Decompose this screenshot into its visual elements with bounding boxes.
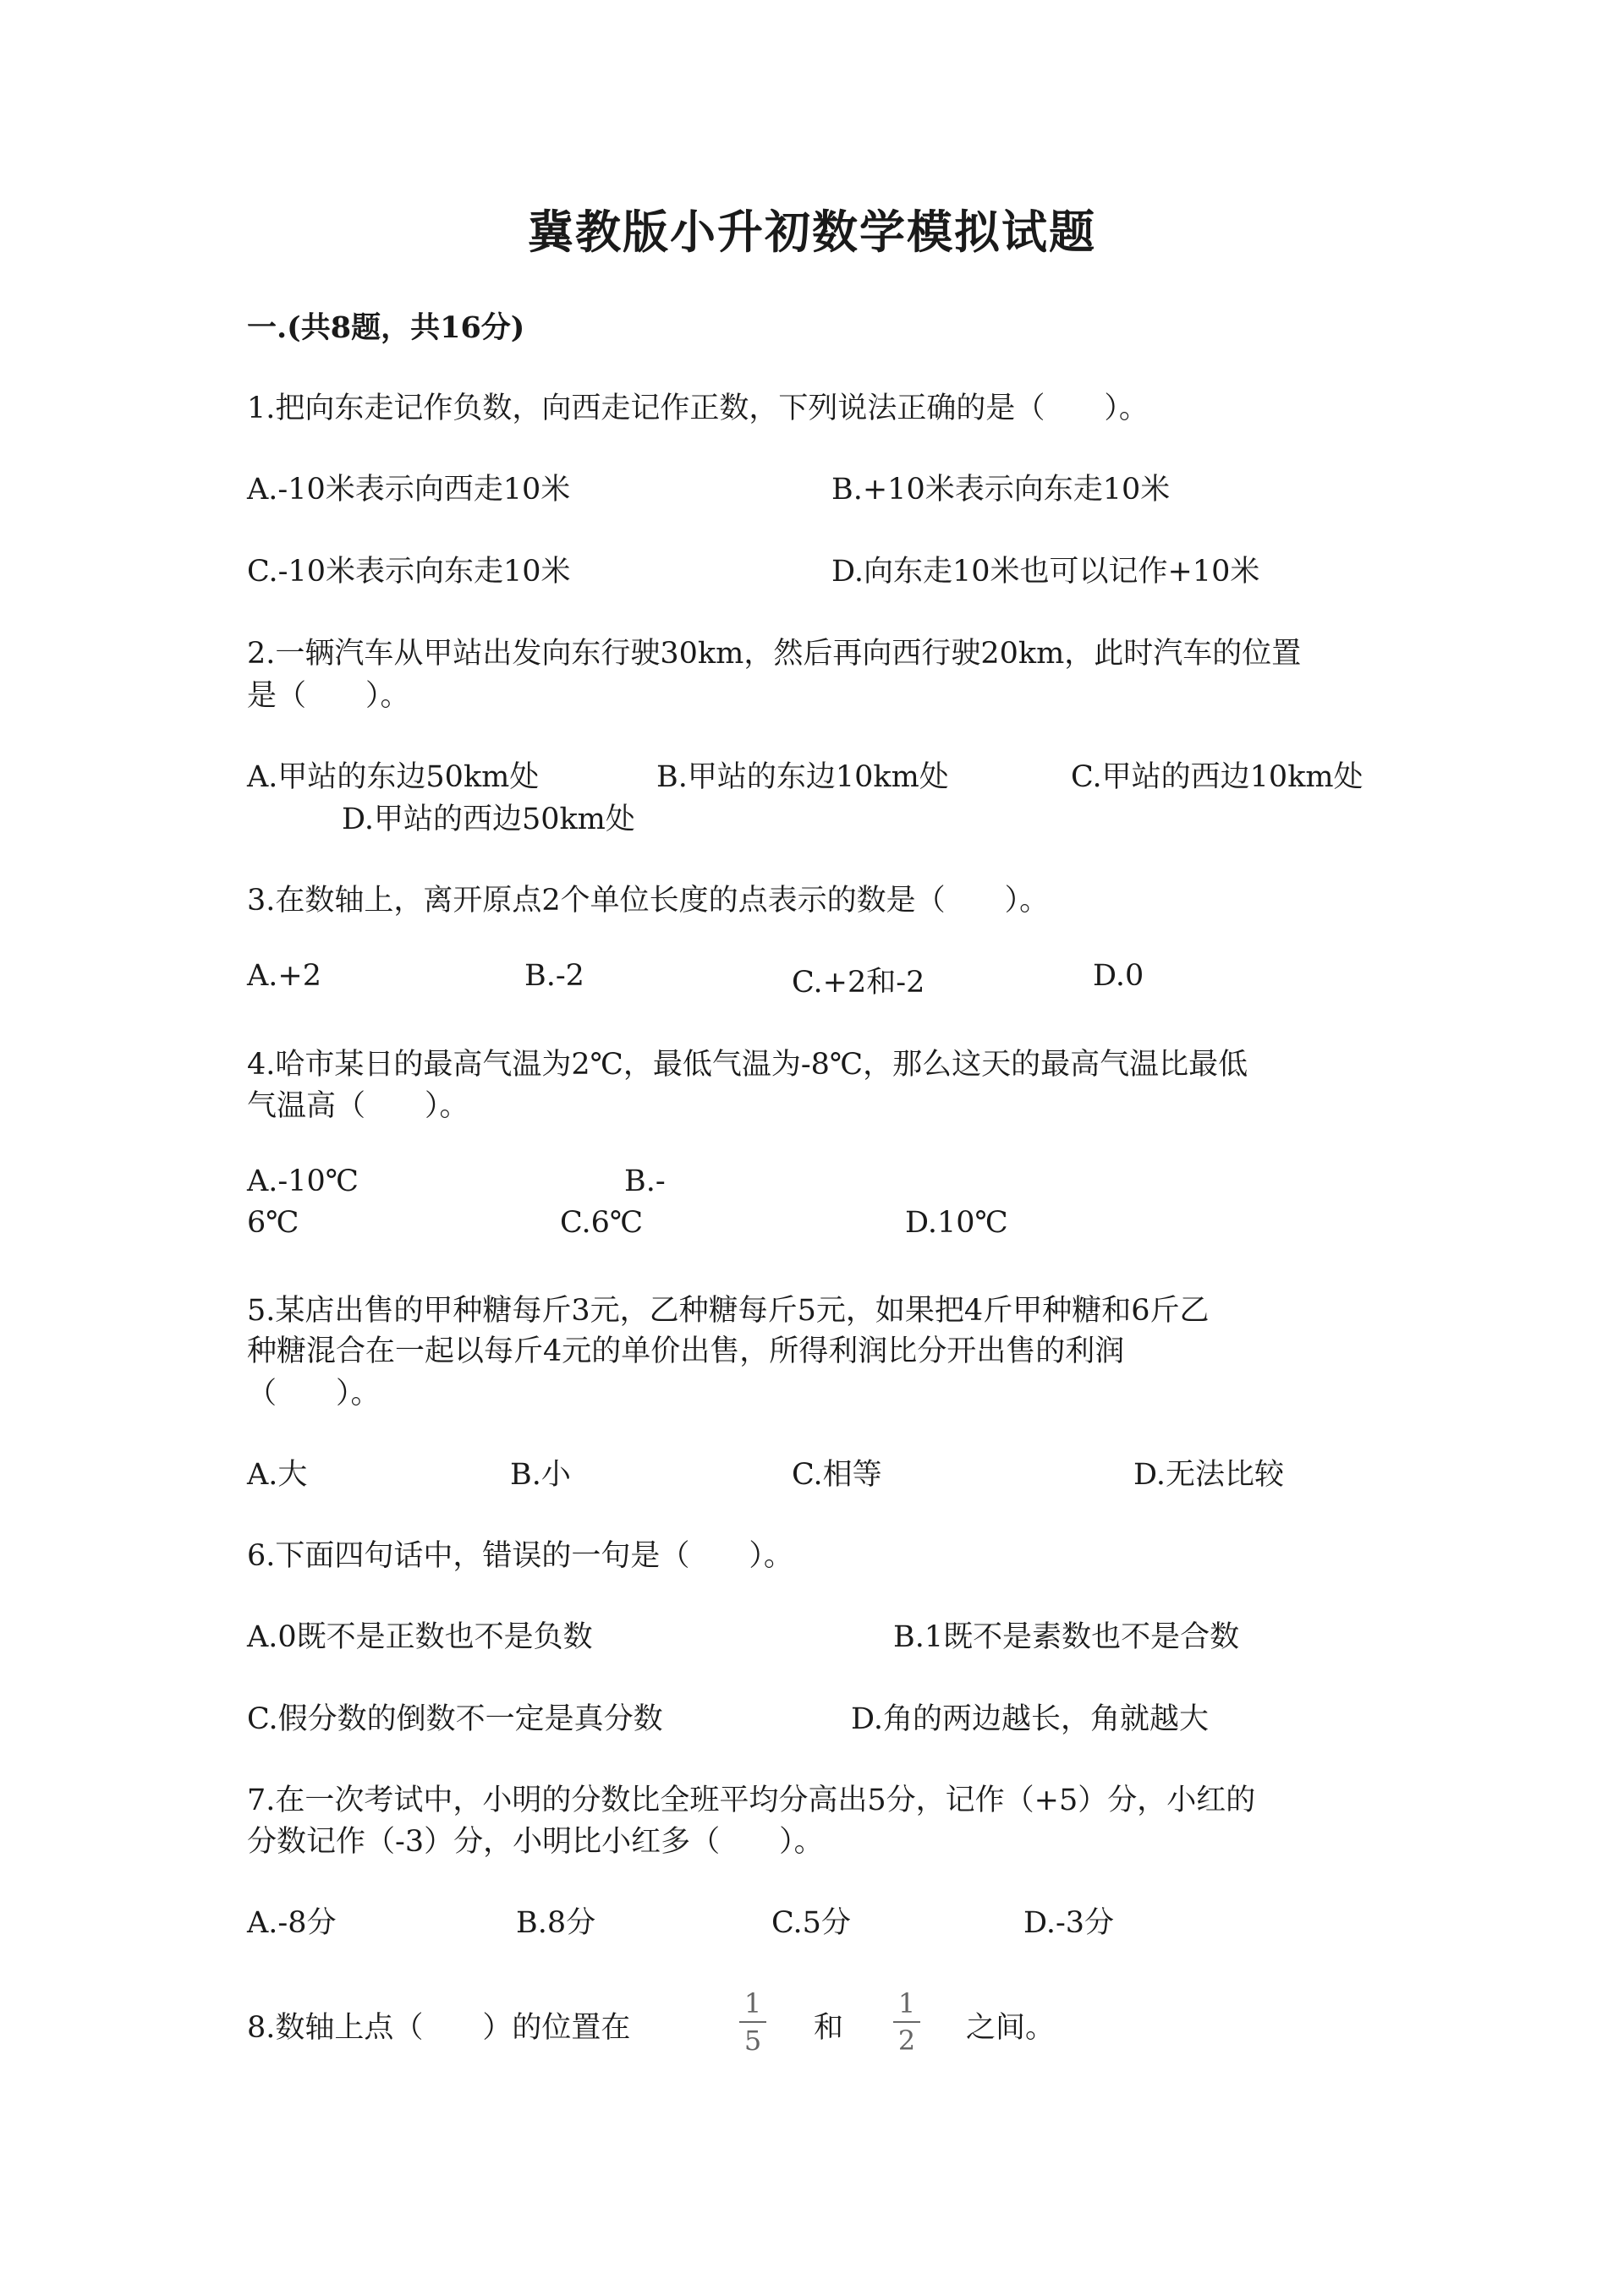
question-5-option-c: C.相等	[792, 1458, 882, 1492]
question-7-option-a: A.-8分	[247, 1906, 337, 1940]
section-header: 一.(共8题，共16分)	[247, 310, 525, 345]
question-2-option-d: D.甲站的西边50km处	[342, 803, 635, 836]
question-3-option-d: D.0	[1093, 959, 1144, 993]
question-4-stem-line-2: 气温高（ ）。	[247, 1089, 469, 1123]
question-1-option-d: D.向东走10米也可以记作+10米	[831, 555, 1260, 589]
question-7-option-d: D.-3分	[1023, 1906, 1115, 1940]
question-4-option-a: A.-10℃	[247, 1164, 359, 1198]
question-5-stem-line-3: （ ）。	[247, 1377, 381, 1411]
question-4-stem-line-1: 4.哈市某日的最高气温为2℃，最低气温为-8℃，那么这天的最高气温比最低	[247, 1048, 1248, 1082]
question-1-stem: 1.把向东走记作负数，向西走记作正数，下列说法正确的是（ ）。	[247, 392, 1149, 425]
question-8-end: 之间。	[966, 2011, 1056, 2045]
question-2-stem-line-2: 是（ ）。	[247, 679, 410, 713]
question-6-option-d: D.角的两边越长，角就越大	[851, 1702, 1209, 1736]
question-7-option-b: B.8分	[516, 1906, 596, 1940]
fraction-one-half	[890, 1987, 924, 2057]
question-8-and: 和	[814, 2011, 844, 2045]
question-7-stem-line-1: 7.在一次考试中，小明的分数比全班平均分高出5分，记作（+5）分，小红的	[247, 1784, 1256, 1817]
question-4-option-d: D.10℃	[905, 1206, 1008, 1240]
question-1-option-b: B.+10米表示向东走10米	[831, 473, 1171, 507]
fraction-bar	[893, 2021, 920, 2023]
question-2-option-a: A.甲站的东边50km处	[247, 760, 540, 794]
question-7-option-c: C.5分	[771, 1906, 851, 1940]
question-5-option-a: A.大	[247, 1458, 308, 1492]
fraction-one-half-numerator: 1	[897, 1987, 916, 2019]
page-title: 冀教版小升初数学模拟试题	[528, 205, 1096, 259]
question-8-stem: 8.数轴上点（ ）的位置在	[247, 2011, 631, 2045]
question-1-option-c: C.-10米表示向东走10米	[247, 555, 571, 589]
fraction-one-fifth-numerator: 1	[743, 1987, 762, 2019]
question-4-option-b: B.-	[624, 1164, 666, 1198]
question-1-option-a: A.-10米表示向西走10米	[247, 473, 571, 507]
question-2-option-c: C.甲站的西边10km处	[1071, 760, 1363, 794]
question-3-stem: 3.在数轴上，离开原点2个单位长度的点表示的数是（ ）。	[247, 884, 1050, 918]
question-6-option-c: C.假分数的倒数不一定是真分数	[247, 1702, 663, 1736]
question-5-stem-line-1: 5.某店出售的甲种糖每斤3元，乙种糖每斤5元，如果把4斤甲种糖和6斤乙	[247, 1294, 1210, 1328]
question-3-option-c: C.+2和-2	[792, 966, 925, 1000]
question-4-option-b-continued: 6℃	[247, 1206, 299, 1240]
fraction-one-half-denominator: 2	[897, 2025, 916, 2057]
fraction-bar	[739, 2021, 766, 2023]
question-3-option-a: A.+2	[247, 959, 321, 993]
fraction-one-fifth-denominator: 5	[743, 2025, 762, 2057]
fraction-one-fifth	[736, 1987, 770, 2057]
question-5-stem-line-2: 种糖混合在一起以每斤4元的单价出售，所得利润比分开出售的利润	[247, 1334, 1125, 1368]
question-2-option-b: B.甲站的东边10km处	[656, 760, 949, 794]
question-5-option-b: B.小	[510, 1458, 571, 1492]
question-3-option-b: B.-2	[524, 959, 584, 993]
question-6-option-a: A.0既不是正数也不是负数	[247, 1620, 593, 1654]
question-6-option-b: B.1既不是素数也不是合数	[893, 1620, 1240, 1654]
question-7-stem-line-2: 分数记作（-3）分，小明比小红多（ ）。	[247, 1825, 824, 1859]
question-6-stem: 6.下面四句话中，错误的一句是（ ）。	[247, 1539, 793, 1573]
question-2-stem-line-1: 2.一辆汽车从甲站出发向东行驶30km，然后再向西行驶20km，此时汽车的位置	[247, 637, 1302, 671]
question-5-option-d: D.无法比较	[1133, 1458, 1284, 1492]
question-4-option-c: C.6℃	[560, 1206, 644, 1240]
